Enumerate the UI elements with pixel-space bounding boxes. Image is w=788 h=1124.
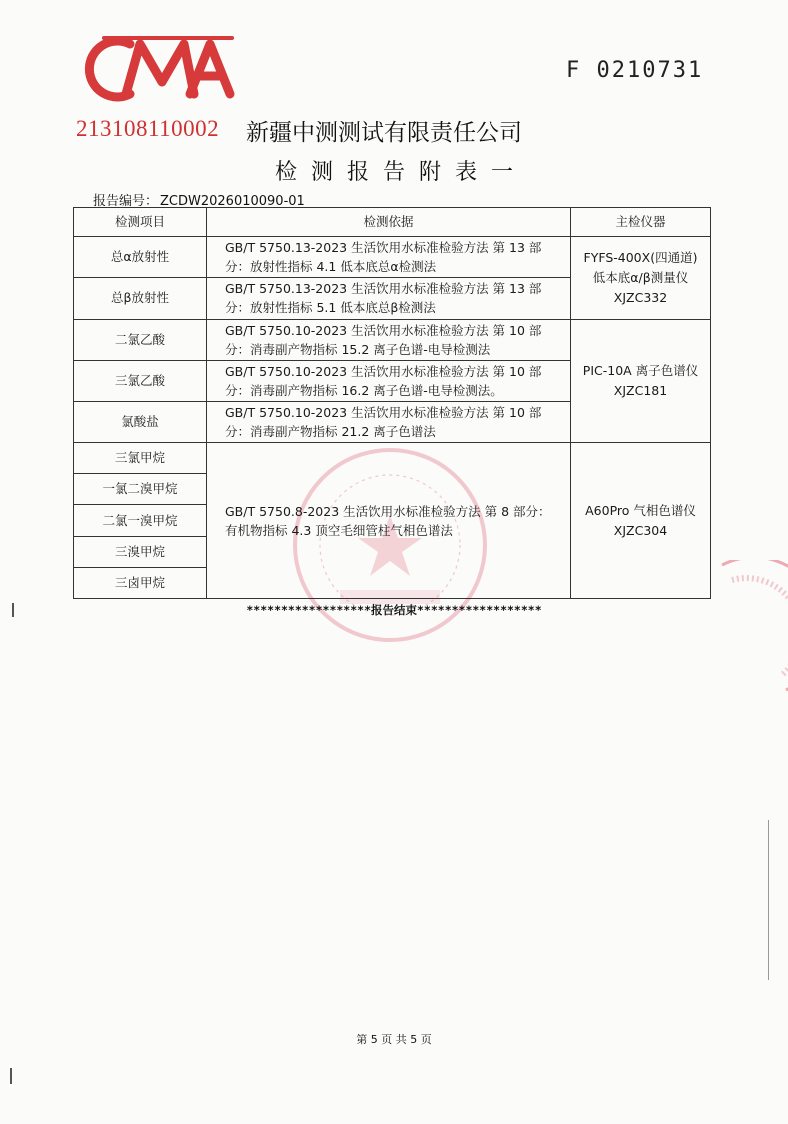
instrument-model: FYFS-400X(四通道) bbox=[583, 249, 698, 265]
table-row bbox=[74, 319, 711, 360]
test-item: 总α放射性 bbox=[74, 237, 207, 278]
binding-mark bbox=[10, 1068, 12, 1084]
report-number-value: ZCDW2026010090-01 bbox=[160, 194, 305, 209]
header-test-basis: 检测依据 bbox=[207, 208, 571, 237]
report-number-label: 报告编号： bbox=[93, 194, 159, 209]
instrument-name: 低本底α/β测量仪 bbox=[592, 269, 689, 285]
test-item: 三氯乙酸 bbox=[74, 360, 207, 401]
test-item: 氯酸盐 bbox=[74, 401, 207, 442]
test-item: 二氯一溴甲烷 bbox=[74, 505, 207, 536]
test-item: 一氯二溴甲烷 bbox=[74, 474, 207, 505]
cma-logo bbox=[82, 30, 242, 108]
table-row bbox=[74, 443, 711, 474]
test-item: 二氯乙酸 bbox=[74, 319, 207, 360]
header-instrument: 主检仪器 bbox=[571, 208, 711, 237]
instrument-cell bbox=[571, 443, 711, 599]
report-end-marker: ******************报告结束****************** bbox=[246, 603, 542, 617]
table-row bbox=[74, 237, 711, 278]
instrument-model: A60Pro 气相色谱仪 bbox=[585, 502, 696, 518]
test-basis-shared: GB/T 5750.8-2023 生活饮用水标准检验方法 第 8 部分：有机物指标 4.3 顶空毛细管柱气相色谱法 bbox=[207, 443, 571, 599]
test-basis: GB/T 5750.10-2023 生活饮用水标准检验方法 第 10 部分：消毒副产物指标 21.2 离子色谱法 bbox=[207, 401, 571, 442]
instrument-code: XJZC304 bbox=[613, 522, 668, 538]
table-header-row bbox=[74, 208, 711, 237]
instrument-code: XJZC181 bbox=[613, 382, 668, 398]
test-basis: GB/T 5750.10-2023 生活饮用水标准检验方法 第 10 部分：消毒副产物指标 16.2 离子色谱-电导检测法。 bbox=[207, 360, 571, 401]
cma-certificate-number: 213108110002 bbox=[76, 116, 220, 141]
test-basis: GB/T 5750.13-2023 生活饮用水标准检验方法 第 13 部分：放射性指标 4.1 低本底总α检测法 bbox=[207, 237, 571, 278]
instrument-code: XJZC332 bbox=[613, 289, 668, 305]
test-methods-table bbox=[73, 207, 711, 599]
instrument-cell bbox=[571, 237, 711, 319]
test-item: 总β放射性 bbox=[74, 278, 207, 319]
page-number: 第 5 页 共 5 页 bbox=[356, 1033, 432, 1046]
binding-mark bbox=[12, 603, 14, 617]
instrument-model: PIC-10A 离子色谱仪 bbox=[582, 362, 699, 378]
instrument-cell bbox=[571, 319, 711, 443]
document-title: 检测报告附表一 bbox=[274, 160, 527, 185]
report-serial-number: F 0210731 bbox=[566, 58, 704, 83]
edge-stamp-fragment bbox=[712, 560, 788, 700]
company-name: 新疆中测测试有限责任公司 bbox=[246, 120, 522, 146]
scan-edge-line bbox=[768, 820, 769, 980]
test-basis: GB/T 5750.13-2023 生活饮用水标准检验方法 第 13 部分：放射性指标 5.1 低本底总β检测法 bbox=[207, 278, 571, 319]
test-item: 三溴甲烷 bbox=[74, 536, 207, 567]
test-basis: GB/T 5750.10-2023 生活饮用水标准检验方法 第 10 部分：消毒副产物指标 15.2 离子色谱-电导检测法 bbox=[207, 319, 571, 360]
test-item: 三氯甲烷 bbox=[74, 443, 207, 474]
header-test-item: 检测项目 bbox=[74, 208, 207, 237]
test-item: 三卤甲烷 bbox=[74, 567, 207, 598]
